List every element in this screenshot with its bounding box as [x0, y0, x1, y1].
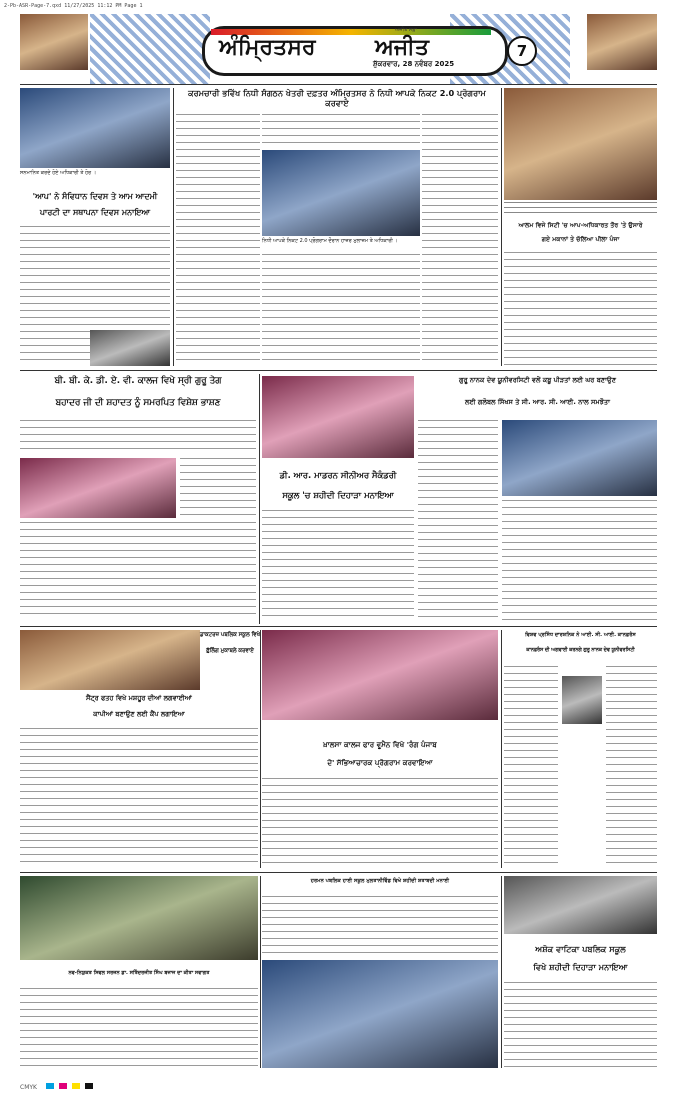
- s1-small-photo: [90, 330, 170, 366]
- s5-body-right: [502, 500, 657, 620]
- aap-event-photo: [20, 88, 170, 168]
- s1-caption: ਸਨਮਾਨਿਤ ਕਰਦੇ ਹੋਏ ਅਧਿਕਾਰੀ ਤੇ ਹੋਰ ।: [20, 170, 97, 176]
- gndu-mou-photo: [502, 420, 657, 496]
- s1-headline-a: 'ਆਪ' ਨੇ ਸੰਵਿਧਾਨ ਦਿਵਸ ਤੇ ਆਮ ਆਦਮੀ: [32, 192, 158, 201]
- col-rule-5: [501, 630, 502, 868]
- s4-headline-a: ਬੀ. ਬੀ. ਕੇ. ਡੀ. ਏ. ਵੀ. ਕਾਲਜ ਵਿਖੇ ਸ੍ਰੀ ਗੁਰੂ ਤੇਗ: [54, 376, 222, 386]
- s6-headline-a: ਡੀ. ਆਰ. ਮਾਡਰਨ ਸੀਨੀਅਰ ਸੈਕੰਡਰੀ: [279, 470, 397, 480]
- col-rule-3: [259, 374, 260, 624]
- demolition-photo: [504, 88, 657, 200]
- s10-headline-a: ਵਿਸ਼ਵ ਪ੍ਰਸਿੱਧ ਦਾਰਸ਼ਨਿਕ ਨੇ ਆਈ. ਸੀ. ਆਈ. ਕਾਨਫ਼ਰੰਸ: [525, 632, 636, 638]
- masthead-pattern-left: [90, 14, 210, 84]
- s4-headline-b: ਬਹਾਦਰ ਜੀ ਦੀ ਸ਼ਹਾਦਤ ਨੂੰ ਸਮਰਪਿਤ ਵਿਸ਼ੇਸ਼ ਭਾਸ਼ਣ: [55, 398, 221, 408]
- s13-headline-b: ਵਿਖੇ ਸ਼ਹੀਦੀ ਦਿਹਾੜਾ ਮਨਾਇਆ: [533, 962, 628, 972]
- masthead-title-panel: [202, 26, 508, 76]
- masthead-rule: [20, 84, 657, 85]
- s2-headline: ਕਰਮਚਾਰੀ ਭਵਿੱਖ ਨਿਧੀ ਸੰਗਠਨ ਖੇਤਰੀ ਦਫ਼ਤਰ ਅੰਮ੍ਰਿਤਸਰ ਨੇ ਨਿਧੀ ਆਪਕੇ ਨਿਕਟ 2.0 ਪ੍ਰੋਗਰਾਮ ਕਰਵਾਏ: [188, 88, 486, 109]
- s10-headline-b: ਕਾਨਫ਼ਰੰਸ ਦੀ ਅਗਵਾਈ ਕਰਨਗੇ ਗੁਰੂ ਨਾਨਕ ਦੇਵ ਯੂਨੀਵਰਸਿਟੀ: [526, 648, 635, 653]
- masthead-date: ਸ਼ੁੱਕਰਵਾਰ, 28 ਨਵੰਬਰ 2025: [373, 60, 455, 68]
- harman-school-photo: [262, 960, 498, 1068]
- masthead-title-right: ਅਜੀਤ: [375, 35, 429, 60]
- masthead-title-left: ਅੰਮ੍ਰਿਤਸਰ: [219, 35, 316, 60]
- khalsa-college-photo: [262, 630, 498, 720]
- s8-headline-b: ਕਾਪੀਆਂ ਬਣਾਉਣ ਲਈ ਕੈਂਪ ਲਗਾਇਆ: [93, 710, 185, 718]
- s7-headline-a: ਡਾਕਟਰਜ਼ ਪਬਲਿਕ ਸਕੂਲ ਵਿਖੇ: [200, 632, 261, 638]
- s13-headline-a: ਅਸ਼ੋਕ ਵਾਟਿਕਾ ਪਬਲਿਕ ਸਕੂਲ: [535, 944, 626, 954]
- s6-body: [262, 510, 414, 620]
- s3-body: [504, 252, 657, 366]
- s5-body: [418, 420, 498, 620]
- s13-body: [504, 982, 657, 1068]
- col-rule-2: [501, 88, 502, 366]
- s8-headline-a: ਸੈਂਟ੍ਰ ਫਤਹ ਵਿਖੇ ਮਸ਼ਹੂਰ ਦੀਆਂ ਲਗਵਾਈਆਂ: [86, 694, 192, 702]
- row-rule-3: [20, 872, 657, 873]
- philosopher-portrait: [562, 676, 602, 724]
- s4-body-bottom: [20, 522, 256, 620]
- s4-body-top: [20, 420, 256, 454]
- civil-surgeon-photo: [20, 876, 258, 960]
- s10-body: [504, 666, 558, 866]
- dav-college-photo: [20, 458, 176, 518]
- row-rule-1: [20, 370, 657, 371]
- s11-body: [262, 896, 498, 956]
- s3-headline-b: ਗਏ ਮਕਾਨਾਂ ਤੇ ਚੱਲਿਆ ਪੀਲਾ ਪੰਜਾ: [541, 236, 620, 243]
- heritage-building-photo: [587, 14, 657, 70]
- s11-headline: ਹਰਮਨ ਪਬਲਿਕ ਹਾਈ ਸਕੂਲ ਮੁਲਤਾਨੀਵਿੰਡ ਵਿਖੇ ਸ਼ਹੀਦੀ ਸ਼ਤਾਬਦੀ ਮਨਾਈ: [310, 878, 450, 884]
- s9-body: [262, 778, 498, 868]
- s2-caption: ਨਿਧੀ ਆਪਕੇ ਨਿਕਟ 2.0 ਪ੍ਰੋਗਰਾਮ ਦੌਰਾਨ ਹਾਜ਼ਰ ਮੁਲਾਜ਼ਮ ਤੇ ਅਧਿਕਾਰੀ ।: [262, 238, 398, 244]
- col-rule-1: [173, 88, 174, 366]
- s2-body-left: [176, 114, 260, 364]
- s2-body-right: [422, 114, 498, 364]
- s9-headline-a: ਖ਼ਾਲਸਾ ਕਾਲਜ ਫਾਰ ਵੂਮੈਨ ਵਿਖੇ 'ਰੰਗ ਪੰਜਾਬ: [323, 740, 437, 749]
- s1-headline-b: ਪਾਰਟੀ ਦਾ ਸਥਾਪਨਾ ਦਿਵਸ ਮਨਾਇਆ: [39, 208, 151, 217]
- s12-headline: ਨਵ-ਨਿਯੁਕਤ ਸਿਵਲ ਸਰਜਨ ਡਾ. ਸਤਿੰਦਰਜੀਤ ਸਿੰਘ ਬਜਾਜ ਦਾ ਕੀਤਾ ਸਵਾਗਤ: [68, 970, 210, 976]
- cmyk-label: CMYK: [20, 1084, 37, 1091]
- col-rule-7: [501, 876, 502, 1068]
- s5-headline-a: ਗੁਰੂ ਨਾਨਕ ਦੇਵ ਯੂਨੀਵਰਸਿਟੀ ਵਲੋਂ ਕਬੂ ਪੀੜਤਾਂ ਲਈ ਘਰ ਬਣਾਉਣ: [458, 376, 617, 384]
- s9-headline-b: ਦੇ' ਸੱਭਿਆਚਾਰਕ ਪ੍ਰੋਗਰਾਮ ਕਰਵਾਇਆ: [327, 758, 433, 767]
- print-slug: 2-Pb-ASR-Page-7.qxd 11/27/2025 11:12 PM Page 1: [4, 3, 143, 9]
- s4-body-side: [180, 458, 256, 518]
- row-rule-2: [20, 626, 657, 627]
- dr-modern-school-photo: [262, 376, 414, 458]
- col-rule-4: [260, 630, 261, 868]
- s2-body-mid: [262, 114, 420, 148]
- s7-headline-b: ਫ਼ੁੱਲਿੰਗ ਮੁਕਾਬਲੇ ਕਰਵਾਏ: [206, 648, 254, 654]
- s5-headline-b: ਲਈ ਗਲੋਬਲ ਸਿੱਖਸ ਤੇ ਸੀ. ਆਰ. ਸੀ. ਆਈ. ਨਾਲ ਸਮਝੌਤਾ: [465, 398, 610, 406]
- ashok-vatika-photo: [504, 876, 657, 934]
- doctors-school-photo: [20, 630, 200, 690]
- masthead-small-label: ਅਜੀਤ ਸਫ਼ਾ: [395, 27, 417, 33]
- color-registration-bar: [20, 1074, 657, 1091]
- s3-caption-lines: [504, 202, 657, 216]
- col-rule-6: [260, 876, 261, 1068]
- s2-body-mid2: [262, 254, 420, 364]
- epfo-program-photo: [262, 150, 420, 236]
- s6-headline-b: ਸਕੂਲ 'ਚ ਸ਼ਹੀਦੀ ਦਿਹਾੜਾ ਮਨਾਇਆ: [282, 490, 394, 500]
- page-number-badge: 7: [507, 36, 537, 66]
- s10-body-right: [606, 666, 657, 866]
- masthead: [20, 14, 657, 84]
- s8-body: [20, 728, 258, 868]
- s3-headline-a: ਆਲਮ ਵਿਜੇ ਸਿਟੀ 'ਚ ਆਪ-ਅਧਿਕਾਰਤ ਤੌਰ 'ਤੇ ਉਸਾਰੇ: [518, 222, 643, 229]
- golden-temple-photo: [20, 14, 88, 70]
- s12-body: [20, 988, 258, 1068]
